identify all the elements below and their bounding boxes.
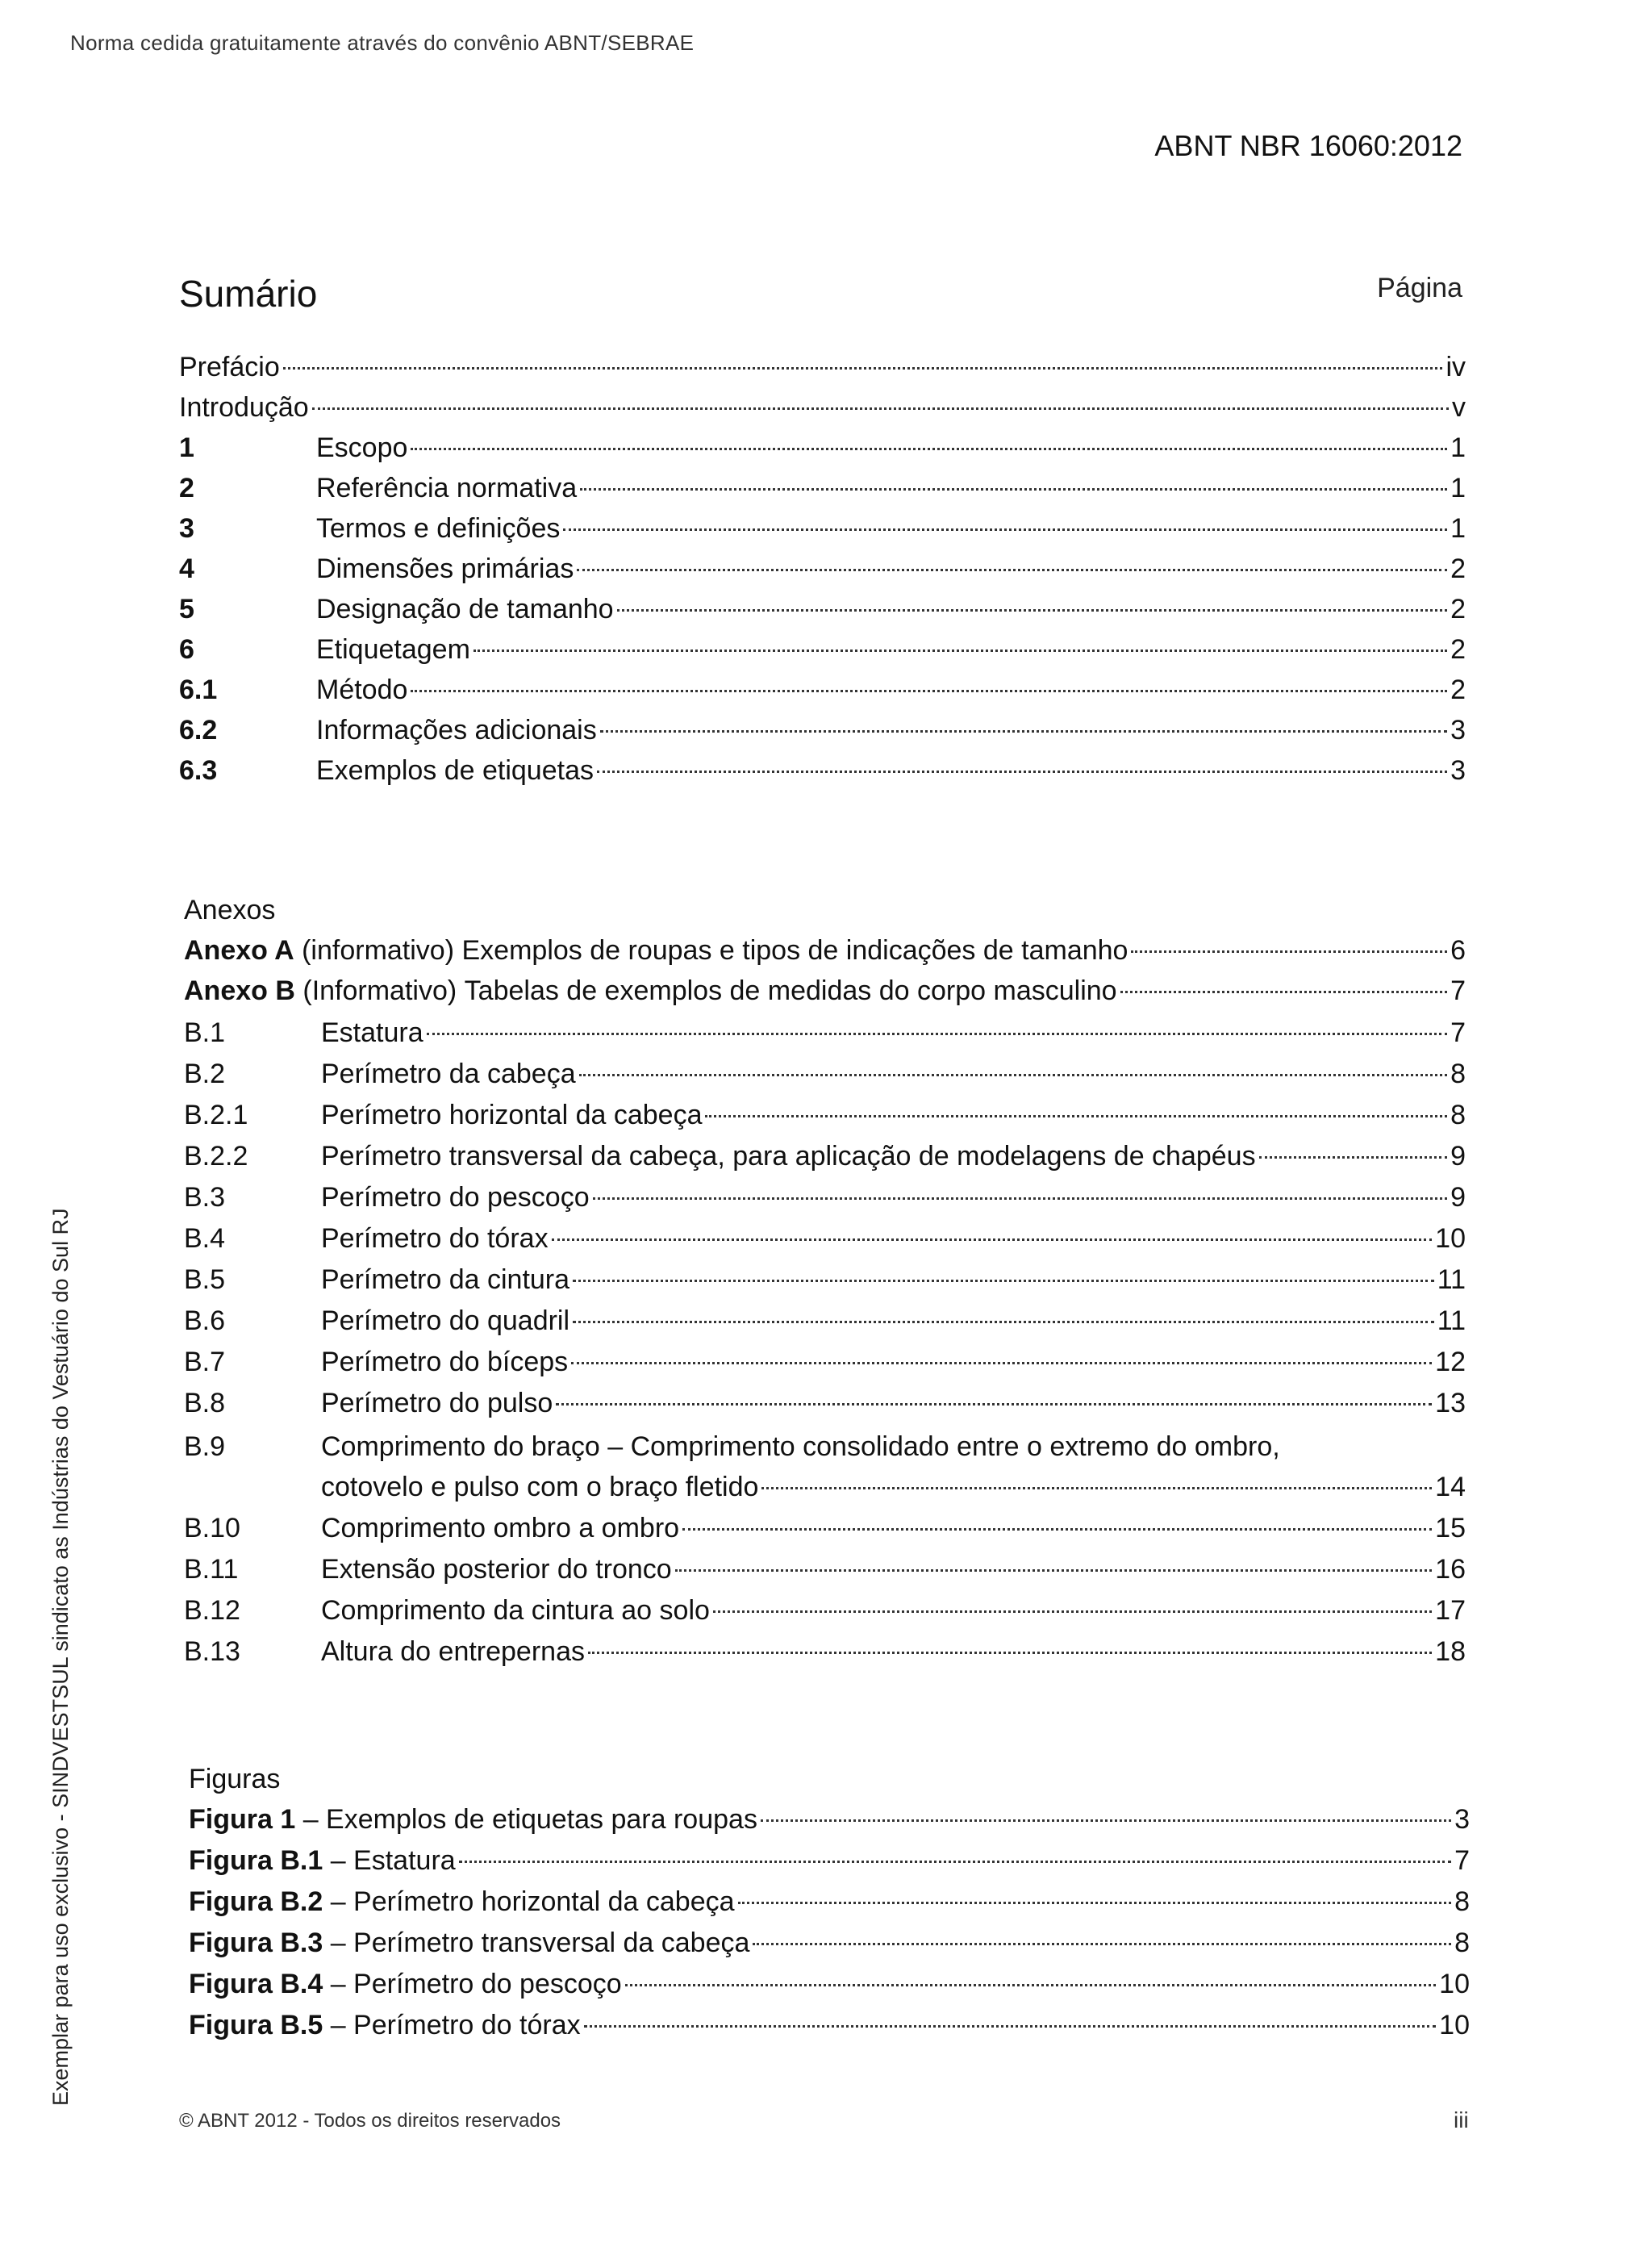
annex-kind: (Informativo) xyxy=(302,975,457,1006)
dot-leader xyxy=(563,528,1447,531)
dot-leader xyxy=(1131,950,1447,953)
toc-entry-section[interactable] xyxy=(179,710,1466,750)
figure-entry[interactable] xyxy=(189,1840,1470,1881)
annex-subentry-page: 17 xyxy=(1435,1595,1466,1626)
figure-entry[interactable] xyxy=(189,1964,1470,2004)
toc-entry-number: 6 xyxy=(179,634,194,665)
toc-entry-front[interactable] xyxy=(179,347,1466,387)
toc-entry-section[interactable] xyxy=(179,750,1466,791)
toc-entry-page: 2 xyxy=(1450,553,1466,584)
annex-subentry[interactable] xyxy=(184,1177,1466,1218)
annex-subentry-multiline[interactable] xyxy=(184,1426,1466,1467)
dot-leader xyxy=(573,1280,1434,1282)
dot-leader xyxy=(682,1528,1432,1531)
annex-subentry-continuation[interactable] xyxy=(321,1467,1466,1507)
header-notice: Norma cedida gratuitamente através do convênio ABNT/SEBRAE xyxy=(70,31,695,55)
annex-subentry-title: Estatura xyxy=(321,1017,423,1048)
toc-title: Sumário xyxy=(179,273,318,315)
annex-subentry-page: 11 xyxy=(1437,1264,1466,1295)
annex-label: Anexo B xyxy=(184,975,295,1006)
toc-entry-section[interactable] xyxy=(179,670,1466,710)
figure-label: Figura B.5 xyxy=(189,2010,323,2040)
page-column-label: Página xyxy=(1377,273,1462,303)
toc-entry-number: 5 xyxy=(179,594,194,624)
toc-entry-page: 1 xyxy=(1450,513,1466,544)
annex-subentry[interactable] xyxy=(184,1549,1466,1589)
figure-page: 8 xyxy=(1454,1928,1470,1958)
toc-entry-number: 6.2 xyxy=(179,715,218,746)
toc-entry-title: Etiquetagem xyxy=(316,634,470,665)
annex-subentry-number: B.1 xyxy=(184,1017,226,1048)
annex-subentry-title-line2: cotovelo e pulso com o braço fletido xyxy=(321,1472,759,1502)
toc-entry-title: Método xyxy=(316,675,408,705)
annex-subentry-number: B.2 xyxy=(184,1059,226,1089)
dot-leader xyxy=(459,1861,1451,1863)
figure-label: Figura B.3 xyxy=(189,1928,323,1958)
dot-leader xyxy=(556,1403,1432,1405)
toc-entry-title: Exemplos de etiquetas xyxy=(316,755,594,786)
figure-entry[interactable] xyxy=(189,1882,1470,1922)
dot-leader xyxy=(593,1197,1447,1200)
figure-title: – Perímetro do pescoço xyxy=(330,1969,622,1999)
toc-entry-title: Escopo xyxy=(316,432,408,463)
annex-subentry-number: B.11 xyxy=(184,1554,239,1585)
toc-entry-title: Introdução xyxy=(179,392,309,423)
dot-leader xyxy=(617,609,1447,612)
annex-subentry-number: B.2.1 xyxy=(184,1100,248,1130)
annex-subentry-number: B.8 xyxy=(184,1388,226,1418)
annex-page: 7 xyxy=(1450,975,1466,1006)
toc-entry-number: 6.1 xyxy=(179,675,218,705)
annex-subentry-number: B.13 xyxy=(184,1636,240,1667)
figure-page: 8 xyxy=(1454,1886,1470,1917)
annex-subentry[interactable] xyxy=(184,1631,1466,1672)
toc-entry-title: Referência normativa xyxy=(316,473,578,503)
dot-leader xyxy=(573,1321,1434,1323)
annex-subentry-number: B.2.2 xyxy=(184,1141,248,1172)
annex-subentry[interactable] xyxy=(184,1013,1466,1053)
annex-subentry-number: B.7 xyxy=(184,1347,226,1377)
annex-subentry-page: 18 xyxy=(1435,1636,1466,1667)
annex-subentry-page: 9 xyxy=(1450,1182,1466,1213)
annex-subentry[interactable] xyxy=(184,1590,1466,1631)
dot-leader xyxy=(283,367,1443,370)
toc-entry-page: 2 xyxy=(1450,594,1466,624)
annex-title: Tabelas de exemplos de medidas do corpo masculino xyxy=(464,975,1117,1006)
annex-subentry-number: B.10 xyxy=(184,1513,240,1543)
side-usage-note: Exemplar para uso exclusivo - SINDVESTSUL sindicato as Indústrias do Vestuário do Sul RJ xyxy=(48,1208,73,2106)
dot-leader xyxy=(597,771,1447,773)
figure-title: – Perímetro horizontal da cabeça xyxy=(330,1886,735,1917)
figure-label: Figura B.1 xyxy=(189,1845,323,1876)
annex-subentry-title: Perímetro da cabeça xyxy=(321,1059,576,1089)
dot-leader xyxy=(675,1569,1432,1572)
annex-subentry-number: B.3 xyxy=(184,1182,226,1213)
annex-subentry-title-line1: Comprimento do braço – Comprimento consolidado entre o extremo do ombro, xyxy=(321,1431,1280,1462)
annex-subentry[interactable] xyxy=(184,1218,1466,1259)
toc-entry-section[interactable] xyxy=(179,468,1466,508)
dot-leader xyxy=(753,1943,1451,1945)
toc-entry-page: v xyxy=(1452,392,1466,423)
toc-entry-page: 1 xyxy=(1450,473,1466,503)
annex-subentry-title: Perímetro do pulso xyxy=(321,1388,553,1418)
annex-subentry-page: 7 xyxy=(1450,1017,1466,1048)
dot-leader xyxy=(579,1074,1447,1076)
figure-title: – Exemplos de etiquetas para roupas xyxy=(302,1804,757,1835)
annex-subentry-title: Extensão posterior do tronco xyxy=(321,1554,672,1585)
toc-entry-title: Termos e definições xyxy=(316,513,561,544)
toc-entry-title: Informações adicionais xyxy=(316,715,597,746)
document-code: ABNT NBR 16060:2012 xyxy=(1154,129,1462,162)
annex-subentry-page: 9 xyxy=(1450,1141,1466,1172)
toc-entry-section[interactable] xyxy=(179,428,1466,468)
dot-leader xyxy=(1120,991,1448,993)
annex-subentry-title: Perímetro transversal da cabeça, para aplicação de modelagens de chapéus xyxy=(321,1141,1256,1172)
dot-leader xyxy=(713,1610,1432,1613)
figure-label: Figura B.2 xyxy=(189,1886,323,1917)
annex-subentry-page: 12 xyxy=(1435,1347,1466,1377)
figure-label: Figura 1 xyxy=(189,1804,296,1835)
annex-subentry-title: Perímetro horizontal da cabeça xyxy=(321,1100,703,1130)
annex-title: Exemplos de roupas e tipos de indicações de tamanho xyxy=(461,935,1128,966)
annex-subentry-number: B.9 xyxy=(184,1431,226,1462)
annex-subentry-title: Perímetro da cintura xyxy=(321,1264,570,1295)
annex-subentry-number: B.5 xyxy=(184,1264,226,1295)
annex-subentry[interactable] xyxy=(184,1342,1466,1382)
dot-leader xyxy=(427,1033,1447,1035)
dot-leader xyxy=(584,2025,1437,2028)
figure-page: 10 xyxy=(1439,2010,1470,2040)
dot-leader xyxy=(588,1652,1432,1654)
annex-subentry-title: Perímetro do quadril xyxy=(321,1305,570,1336)
figure-entry[interactable] xyxy=(189,1923,1470,1963)
annex-kind: (informativo) xyxy=(302,935,455,966)
dot-leader xyxy=(312,407,1449,410)
annex-subentry-page: 11 xyxy=(1437,1305,1466,1336)
annex-entry[interactable] xyxy=(184,971,1466,1011)
annex-subentry-title: Perímetro do tórax xyxy=(321,1223,549,1254)
figure-title: – Estatura xyxy=(330,1845,456,1876)
footer-copyright: © ABNT 2012 - Todos os direitos reservados xyxy=(179,2110,561,2132)
annex-subentry-title: Altura do entrepernas xyxy=(321,1636,585,1667)
dot-leader xyxy=(580,488,1447,491)
toc-entry-page: 1 xyxy=(1450,432,1466,463)
toc-entry-section[interactable] xyxy=(179,508,1466,549)
annex-label: Anexo A xyxy=(184,935,294,966)
annex-subentry[interactable] xyxy=(184,1054,1466,1094)
dot-leader xyxy=(600,730,1447,733)
toc-entry-section[interactable] xyxy=(179,589,1466,629)
annex-subentry-page: 8 xyxy=(1450,1100,1466,1130)
annex-subentry-page: 16 xyxy=(1435,1554,1466,1585)
annex-subentry-title: Perímetro do pescoço xyxy=(321,1182,590,1213)
annex-subentry-page: 14 xyxy=(1435,1472,1466,1502)
annex-subentry-number: B.6 xyxy=(184,1305,226,1336)
annex-subentry-title: Comprimento da cintura ao solo xyxy=(321,1595,710,1626)
annex-subentry[interactable] xyxy=(184,1095,1466,1135)
annex-subentry-number: B.12 xyxy=(184,1595,240,1626)
toc-entry-page: iv xyxy=(1446,352,1466,382)
toc-entry-number: 1 xyxy=(179,432,194,463)
dot-leader xyxy=(473,649,1447,652)
toc-entry-title: Designação de tamanho xyxy=(316,594,614,624)
dot-leader xyxy=(625,1984,1437,1986)
dot-leader xyxy=(705,1115,1447,1117)
toc-entry-number: 3 xyxy=(179,513,194,544)
figures-heading: Figuras xyxy=(189,1764,281,1794)
toc-entry-page: 3 xyxy=(1450,715,1466,746)
figure-title: – Perímetro transversal da cabeça xyxy=(330,1928,750,1958)
annex-subentry[interactable] xyxy=(184,1383,1466,1423)
toc-entry-title: Prefácio xyxy=(179,352,280,382)
figure-entry[interactable] xyxy=(189,2005,1470,2045)
annex-subentry-page: 13 xyxy=(1435,1388,1466,1418)
figure-label: Figura B.4 xyxy=(189,1969,323,1999)
dot-leader xyxy=(552,1238,1433,1241)
dot-leader xyxy=(1259,1156,1447,1159)
annex-subentry-page: 15 xyxy=(1435,1513,1466,1543)
figure-page: 10 xyxy=(1439,1969,1470,1999)
annex-subentry[interactable] xyxy=(184,1301,1466,1341)
toc-entry-page: 2 xyxy=(1450,634,1466,665)
toc-entry-title: Dimensões primárias xyxy=(316,553,574,584)
toc-entry-number: 2 xyxy=(179,473,194,503)
toc-entry-page: 2 xyxy=(1450,675,1466,705)
toc-entry-section[interactable] xyxy=(179,629,1466,670)
dot-leader xyxy=(571,1362,1432,1364)
figure-page: 3 xyxy=(1454,1804,1470,1835)
dot-leader xyxy=(761,1487,1432,1489)
dot-leader xyxy=(411,448,1447,450)
figure-page: 7 xyxy=(1454,1845,1470,1876)
annexes-heading: Anexos xyxy=(184,895,276,925)
annex-subentry-number: B.4 xyxy=(184,1223,226,1254)
annex-subentry[interactable] xyxy=(184,1136,1466,1176)
figure-title: – Perímetro do tórax xyxy=(330,2010,581,2040)
annex-entry[interactable] xyxy=(184,930,1466,971)
annex-subentry[interactable] xyxy=(184,1508,1466,1548)
annex-subentry-title: Perímetro do bíceps xyxy=(321,1347,569,1377)
annex-subentry[interactable] xyxy=(184,1259,1466,1300)
dot-leader xyxy=(761,1819,1451,1822)
toc-entry-number: 6.3 xyxy=(179,755,218,786)
toc-entry-page: 3 xyxy=(1450,755,1466,786)
dot-leader xyxy=(738,1902,1452,1904)
toc-entry-front[interactable] xyxy=(179,387,1466,428)
dot-leader xyxy=(411,690,1447,692)
annex-page: 6 xyxy=(1450,935,1466,966)
annex-subentry-title: Comprimento ombro a ombro xyxy=(321,1513,680,1543)
dot-leader xyxy=(577,569,1447,571)
annex-subentry-page: 8 xyxy=(1450,1059,1466,1089)
toc-entry-section[interactable] xyxy=(179,549,1466,589)
toc-entry-number: 4 xyxy=(179,553,194,584)
annex-subentry-page: 10 xyxy=(1435,1223,1466,1254)
figure-entry[interactable] xyxy=(189,1799,1470,1840)
footer-page-number: iii xyxy=(1454,2107,1469,2132)
